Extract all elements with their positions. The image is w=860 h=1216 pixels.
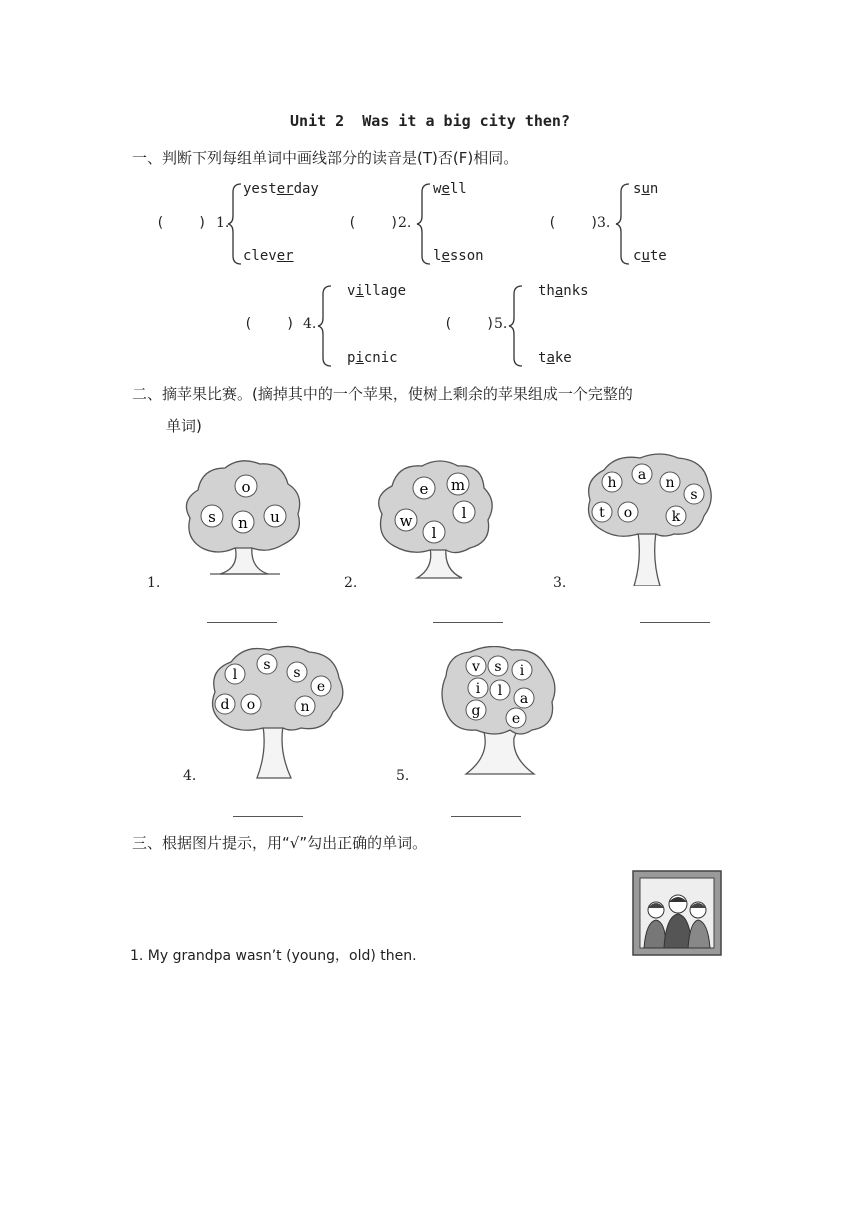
apple-tree-5	[440, 646, 560, 776]
apple-letter: i	[475, 681, 481, 697]
apple-letter: n	[665, 475, 675, 491]
answer-blank-3[interactable]: ( )	[548, 215, 599, 231]
apple[interactable]	[215, 694, 235, 714]
apple[interactable]	[225, 664, 245, 684]
apple[interactable]	[241, 694, 261, 714]
apple[interactable]	[618, 502, 638, 522]
apple-letter: u	[270, 508, 280, 526]
apple[interactable]	[264, 505, 286, 527]
apple[interactable]	[311, 676, 331, 696]
word-clever: clever	[243, 248, 294, 264]
apple[interactable]	[201, 505, 223, 527]
answer-blank-4[interactable]: ( )	[244, 316, 295, 332]
word-yesterday: yesterday	[243, 181, 319, 197]
answer-blank-5[interactable]: ( )	[444, 316, 495, 332]
apple-letter: a	[637, 467, 647, 483]
apple-letter: g	[471, 703, 481, 719]
apple-letter: e	[419, 480, 429, 498]
item-number: 3.	[597, 215, 611, 231]
apple[interactable]	[447, 473, 469, 495]
brace-icon	[416, 182, 432, 266]
apple[interactable]	[287, 662, 307, 682]
tree-number: 4.	[183, 768, 197, 784]
apple-letter: s	[208, 508, 216, 526]
apple[interactable]	[395, 509, 417, 531]
apple[interactable]	[453, 501, 475, 523]
apple-letter: s	[690, 487, 698, 503]
apple[interactable]	[684, 484, 704, 504]
page-title: Unit 2 Was it a big city then?	[290, 112, 570, 130]
section1-heading: 一、判断下列每组单词中画线部分的读音是(T)否(F)相同。	[132, 149, 519, 167]
answer-blank-2[interactable]: ( )	[348, 215, 399, 231]
apple-letter: n	[300, 699, 310, 715]
apple-letter: s	[494, 659, 502, 675]
apple-letter: l	[497, 683, 503, 699]
apple[interactable]	[468, 678, 488, 698]
item-number: 4.	[303, 316, 317, 332]
apple-letter: a	[519, 691, 529, 707]
word-well: well	[433, 181, 467, 197]
brace-icon	[317, 284, 333, 368]
apple[interactable]	[514, 688, 534, 708]
apple[interactable]	[632, 464, 652, 484]
apple-letter: h	[607, 475, 617, 491]
apple[interactable]	[295, 696, 315, 716]
apple-letter: n	[238, 514, 248, 532]
apple-letter: l	[461, 504, 467, 522]
apple-tree-4	[207, 642, 349, 780]
word-sun: sun	[633, 181, 659, 197]
apple-letter: e	[316, 679, 326, 695]
apple[interactable]	[423, 521, 445, 543]
apple-letter: s	[263, 657, 271, 673]
answer-line-2[interactable]	[433, 622, 503, 623]
answer-blank-1[interactable]: ( )	[156, 215, 207, 231]
apple[interactable]	[512, 660, 532, 680]
item-number: 2.	[398, 215, 412, 231]
apple-letter: e	[511, 711, 521, 727]
apple-letter: l	[431, 524, 437, 542]
apple-letter: o	[623, 505, 633, 521]
word-cute: cute	[633, 248, 667, 264]
answer-line-3[interactable]	[640, 622, 710, 623]
brace-icon	[615, 182, 631, 266]
brace-icon	[227, 182, 243, 266]
tree-number: 5.	[396, 768, 410, 784]
apple[interactable]	[488, 656, 508, 676]
word-thanks: thanks	[538, 283, 589, 299]
word-take: take	[538, 350, 572, 366]
apple-letter: l	[232, 667, 238, 683]
apple[interactable]	[592, 502, 612, 522]
section3-heading: 三、根据图片提示，用“√”勾出正确的单词。	[132, 834, 428, 852]
apple[interactable]	[235, 475, 257, 497]
apple[interactable]	[413, 477, 435, 499]
apple[interactable]	[506, 708, 526, 728]
section2-heading: 二、摘苹果比赛。(摘掉其中的一个苹果，使树上剩余的苹果组成一个完整的	[132, 385, 633, 403]
word-picnic: picnic	[347, 350, 398, 366]
word-village: village	[347, 283, 407, 299]
apple-tree-3	[582, 450, 718, 586]
apple-letter: m	[450, 476, 466, 494]
apple-letter: o	[246, 697, 256, 713]
question-1: 1. My grandpa wasn’t (young，old) then.	[130, 948, 417, 964]
apple[interactable]	[666, 506, 686, 526]
tree-number: 2.	[344, 575, 358, 591]
apple-tree-1	[180, 456, 310, 586]
apple-letter: k	[671, 509, 681, 525]
apple-letter: v	[472, 659, 480, 675]
apple[interactable]	[660, 472, 680, 492]
apple[interactable]	[466, 656, 486, 676]
item-number: 5.	[494, 316, 508, 332]
tree-number: 3.	[553, 575, 567, 591]
family-photo-picture	[632, 870, 722, 956]
apple[interactable]	[466, 700, 486, 720]
apple-letter: d	[220, 697, 230, 713]
brace-icon	[508, 284, 524, 368]
apple[interactable]	[602, 472, 622, 492]
apple-letter: s	[293, 665, 301, 681]
tree-number: 1.	[147, 575, 161, 591]
answer-line-1[interactable]	[207, 622, 277, 623]
apple[interactable]	[490, 680, 510, 700]
answer-line-4[interactable]	[233, 816, 303, 817]
section2-heading-cont: 单词)	[166, 417, 202, 435]
apple-letter: i	[519, 663, 525, 679]
apple-letter: t	[599, 505, 605, 521]
apple-tree-2	[372, 456, 502, 586]
word-lesson: lesson	[433, 248, 484, 264]
answer-line-5[interactable]	[451, 816, 521, 817]
apple-letter: w	[399, 512, 413, 530]
apple[interactable]	[232, 511, 254, 533]
item-number: 1.	[216, 215, 230, 231]
apple[interactable]	[257, 654, 277, 674]
apple-letter: o	[241, 478, 251, 496]
